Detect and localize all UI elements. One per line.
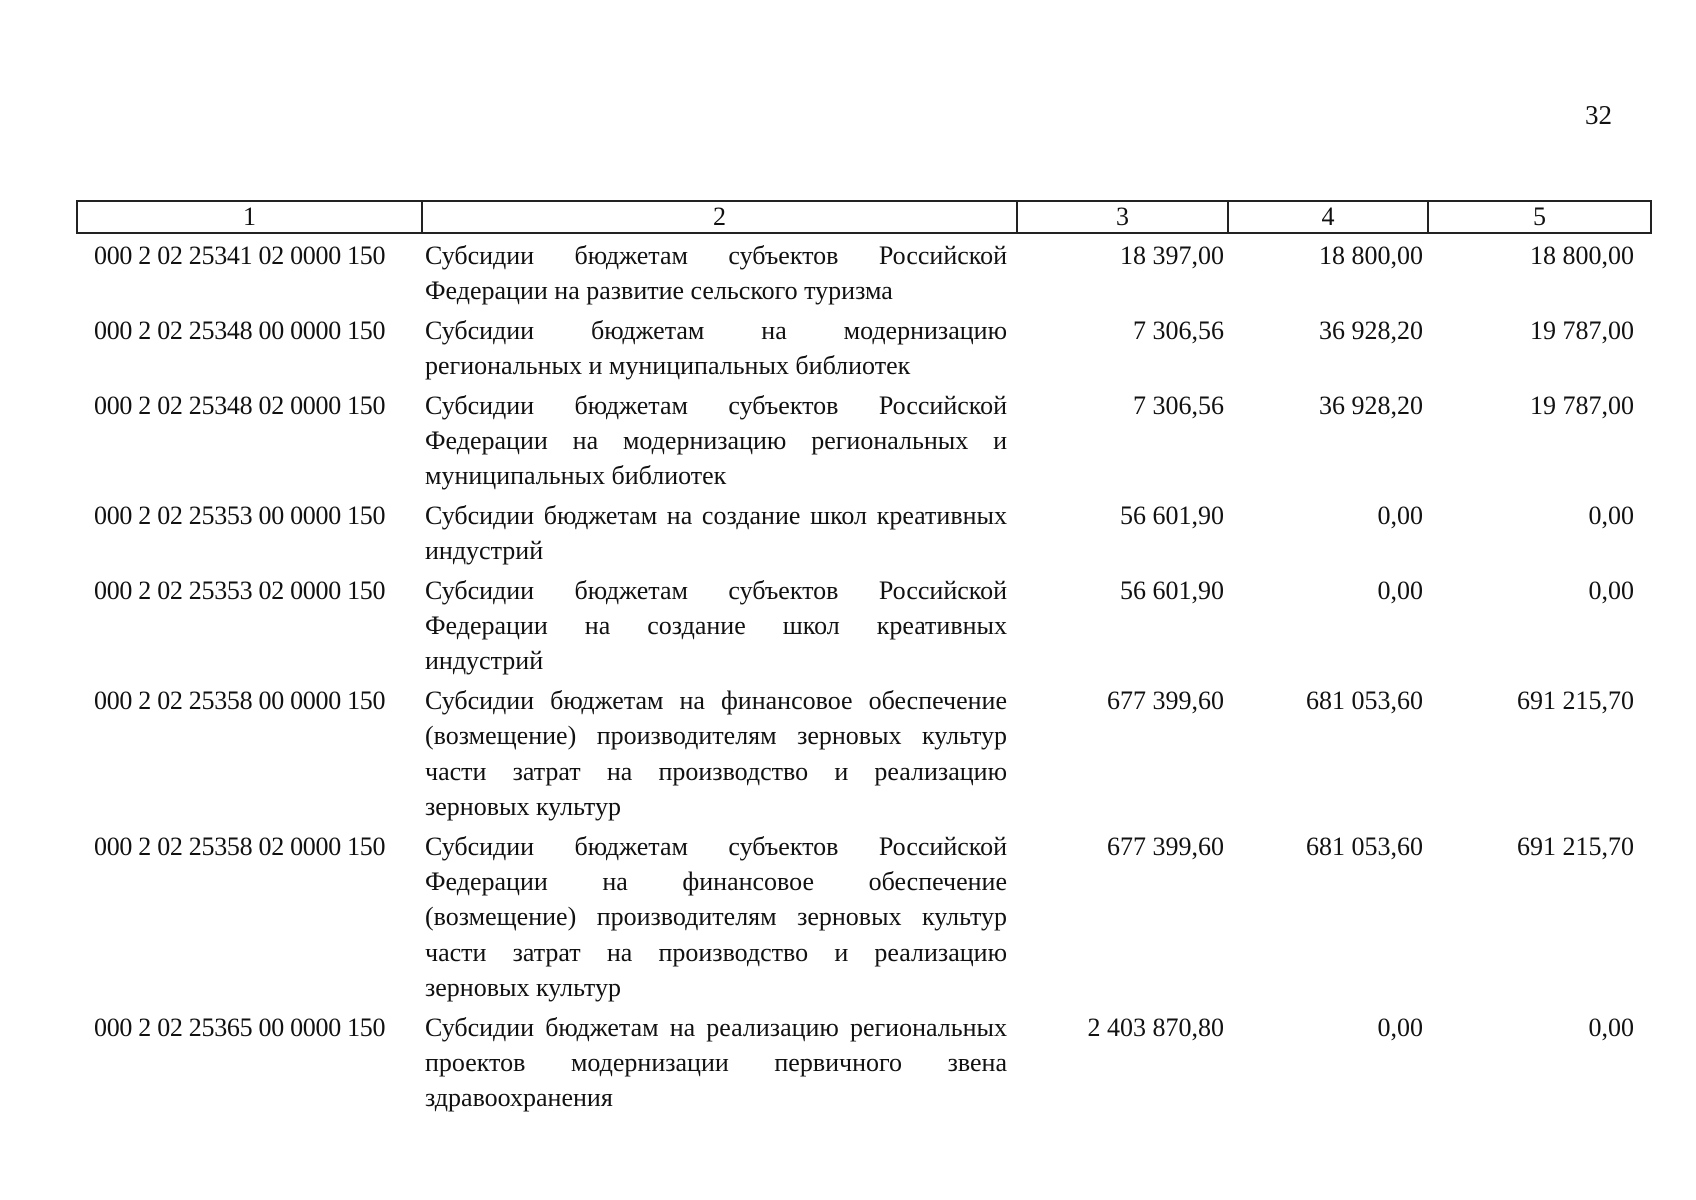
budget-code: 000 2 02 25365 00 0000 150 xyxy=(94,1012,386,1042)
amount-col-4: 681 053,60 xyxy=(1306,831,1423,861)
amount-col-3: 7 306,56 xyxy=(1133,315,1224,345)
amount-col-3: 677 399,60 xyxy=(1107,831,1224,861)
budget-code: 000 2 02 25341 02 0000 150 xyxy=(94,241,386,270)
amount-col-5: 19 787,00 xyxy=(1530,390,1634,420)
table-row xyxy=(77,233,1651,309)
amount-col-4: 0,00 xyxy=(1377,1012,1423,1042)
page-number: 32 xyxy=(1585,100,1612,130)
budget-code: 000 2 02 25358 00 0000 150 xyxy=(94,685,386,715)
row-description: Субсидии бюджетам на реализацию региональных проектов модернизации первичного звена здравоохранения xyxy=(425,1012,1007,1113)
amount-col-3: 56 601,90 xyxy=(1120,500,1224,530)
amount-col-5: 0,00 xyxy=(1588,1012,1634,1042)
budget-table xyxy=(76,200,1652,1116)
amount-col-5: 0,00 xyxy=(1588,575,1634,605)
amount-col-4: 18 800,00 xyxy=(1319,241,1423,270)
header-col-1: 1 xyxy=(77,201,422,233)
table-row xyxy=(77,679,1651,825)
header-row xyxy=(77,201,1651,233)
row-description: Субсидии бюджетам на финансовое обеспечение (возмещение) производителям зерновых культур части затрат на производство и реализацию зерновых культур xyxy=(425,685,1007,822)
amount-col-3: 7 306,56 xyxy=(1133,390,1224,420)
amount-col-5: 691 215,70 xyxy=(1517,831,1634,861)
budget-code: 000 2 02 25358 02 0000 150 xyxy=(94,831,386,861)
amount-col-4: 36 928,20 xyxy=(1319,315,1423,345)
row-description: Субсидии бюджетам субъектов Российской Федерации на модернизацию региональных и муниципальных библиотек xyxy=(425,390,1007,491)
amount-col-3: 18 397,00 xyxy=(1120,241,1224,270)
amount-col-5: 0,00 xyxy=(1588,500,1634,530)
row-description: Субсидии бюджетам субъектов Российской Федерации на финансовое обеспечение (возмещение) производителям зерновых культур части затрат на производство и реализацию зерновых культур xyxy=(425,831,1007,1003)
table-row xyxy=(77,384,1651,494)
amount-col-4: 0,00 xyxy=(1377,575,1423,605)
header-col-2: 2 xyxy=(422,201,1017,233)
row-description: Субсидии бюджетам субъектов Российской Федерации на создание школ креативных индустрий xyxy=(425,575,1007,676)
amount-col-5: 19 787,00 xyxy=(1530,315,1634,345)
table-header xyxy=(77,201,1651,233)
table-row xyxy=(77,494,1651,569)
amount-col-4: 0,00 xyxy=(1377,500,1423,530)
amount-col-5: 691 215,70 xyxy=(1517,685,1634,715)
budget-code: 000 2 02 25353 00 0000 150 xyxy=(94,500,386,530)
row-description: Субсидии бюджетам на создание школ креативных индустрий xyxy=(425,500,1007,566)
table-body xyxy=(77,233,1651,1116)
row-description: Субсидии бюджетам субъектов Российской Федерации на развитие сельского туризма xyxy=(425,241,1007,306)
amount-col-3: 56 601,90 xyxy=(1120,575,1224,605)
header-col-5: 5 xyxy=(1428,201,1651,233)
budget-code: 000 2 02 25348 02 0000 150 xyxy=(94,390,386,420)
amount-col-4: 36 928,20 xyxy=(1319,390,1423,420)
table-row xyxy=(77,1006,1651,1116)
amount-col-3: 2 403 870,80 xyxy=(1087,1012,1224,1042)
header-col-3: 3 xyxy=(1017,201,1228,233)
budget-code: 000 2 02 25353 02 0000 150 xyxy=(94,575,386,605)
table-row xyxy=(77,569,1651,679)
table-row xyxy=(77,309,1651,384)
header-col-4: 4 xyxy=(1228,201,1428,233)
amount-col-3: 677 399,60 xyxy=(1107,685,1224,715)
row-description: Субсидии бюджетам на модернизацию региональных и муниципальных библиотек xyxy=(425,315,1007,381)
amount-col-5: 18 800,00 xyxy=(1530,241,1634,270)
budget-code: 000 2 02 25348 00 0000 150 xyxy=(94,315,386,345)
amount-col-4: 681 053,60 xyxy=(1306,685,1423,715)
table-row xyxy=(77,825,1651,1006)
